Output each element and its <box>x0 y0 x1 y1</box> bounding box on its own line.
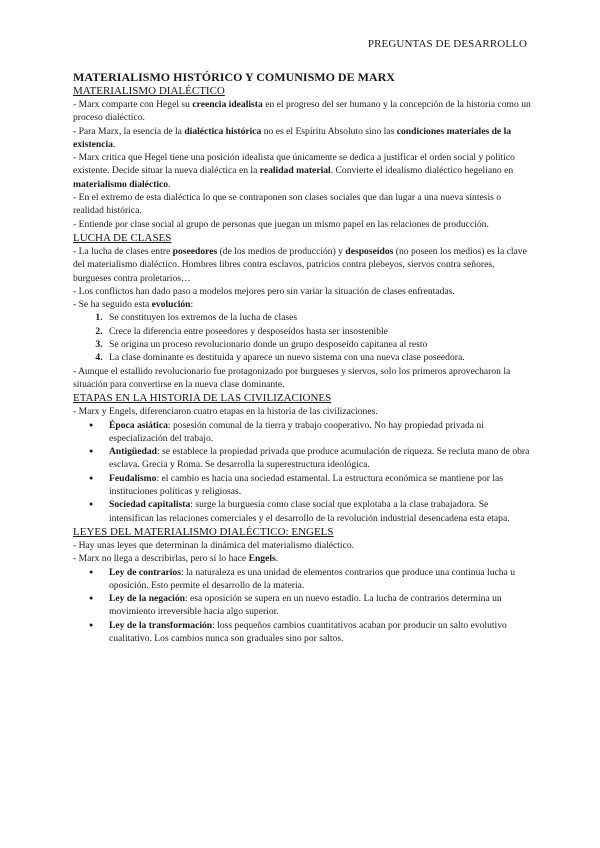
paragraph: - Marx critica que Hegel tiene una posición idealista que únicamente se dedica a justificar el orden social y político existente. Decide situar la nueva dialéctica en la realidad material. Convierte el idealismo dialéctico hegeliano en materialismo dialéctico. <box>73 152 515 190</box>
evolution-steps-list <box>73 311 533 364</box>
list-item: ● Ley de la transformación: loss pequeños cambios cuantitativos acaban por producir un salto evolutivo cualitativo. Los cambios nunca son graduales sino por saltos. <box>105 619 533 646</box>
section-heading-lucha-de-clases: LUCHA DE CLASES <box>73 231 172 244</box>
section-heading-etapas: ETAPAS EN LA HISTORIA DE LAS CIVILIZACIONES <box>73 392 332 405</box>
paragraph: - La lucha de clases entre poseedores (de los medios de producción) y desposeídos (no poseen los medios) es la clave del materialismo dialéctico. Hombres libres contra esclavos, patricios contra plebeyos, siervos contra señores, burgueses contra proletarios… <box>73 245 527 284</box>
section-heading-materialismo: MATERIALISMO DIALÉCTICO <box>73 85 225 97</box>
paragraph: - Marx y Engels, diferenciaron cuatro etapas en la historia de las civilizaciones. <box>73 406 378 418</box>
list-item: ● Época asiática: posesión comunal de la tierra y trabajo cooperativo. No hay propiedad privada ni especialización del trabajo. <box>105 419 533 446</box>
paragraph: - Hay unas leyes que determinan la dinámica del materialismo dialéctico. <box>73 539 355 551</box>
list-item: ● Antigüedad: se establece la propiedad privada que produce acumulación de riqueza. Se recluta mano de obra esclava. Grecia y Roma. Se desarrolla la superestructura ideológica. <box>105 445 533 472</box>
paragraph: - Para Marx, la esencia de la dialéctica histórica no es el Espíritu Absoluto sino las condiciones materiales de la existencia. <box>73 125 512 150</box>
paragraph: - Los conflictos han dado paso a modelos mejores pero sin variar la situación de clases enfrentadas. <box>73 285 455 297</box>
list-item: ● Feudalismo: el cambio es hacia una sociedad estamental. La estructura económica se mantiene por las instituciones políticas y religiosas. <box>105 472 533 499</box>
list-item: ● Ley de contrarios: la naturaleza es una unidad de elementos contrarios que produce una continua lucha u oposición. Esto permite el desarrollo de la materia. <box>105 566 533 593</box>
leyes-list <box>73 566 533 646</box>
list-item: 4. La clase dominante es destituida y aparece un nuevo sistema con una nueva clase poseedora. <box>105 351 533 364</box>
etapas-list <box>73 419 533 525</box>
section-heading-leyes: LEYES DEL MATERIALISMO DIALÉCTICO: ENGELS <box>73 525 334 538</box>
list-item: 2. Crece la diferencia entre poseedores y desposeídos hasta ser insostenible <box>105 325 533 338</box>
paragraph: - Entiende por clase social al grupo de personas que juegan un mismo papel en las relaciones de producción. <box>73 218 489 230</box>
paragraph: - Se ha seguido esta evolución: <box>73 299 194 311</box>
document-body <box>73 0 533 645</box>
page-header: PREGUNTAS DE DESARROLLO <box>367 38 527 50</box>
list-item: ● Ley de la negación: esa oposición se supera en un nuevo estadio. La lucha de contrarios determina un movimiento irreversible hacia algo superior. <box>105 592 533 619</box>
list-item: 3. Se origina un proceso revolucionario donde un grupo desposeído capitanea al resto <box>105 338 533 351</box>
paragraph: - Marx no llega a describirlas, pero sí lo hace Engels. <box>73 553 279 565</box>
list-item: 1. Se constituyen los extremos de la lucha de clases <box>105 311 533 324</box>
paragraph: - Marx comparte con Hegel su creencia idealista en el progreso del ser humano y la concepción de la historia como un proceso dialéctico. <box>73 99 531 124</box>
document-title: MATERIALISMO HISTÓRICO Y COMUNISMO DE MARX <box>73 70 395 84</box>
list-item: ● Sociedad capitalista: surge la burguesía como clase social que explotaba a la clase trabajadora. Se intensifican las relaciones comerciales y el desarrollo de la revolución industrial desencadena esta etapa. <box>105 498 533 525</box>
paragraph: - En el extremo de esta dialéctica lo que se contraponen son clases sociales que dan lugar a una nueva síntesis o realidad histórica. <box>73 192 502 217</box>
paragraph: - Aunque el estallido revolucionario fue protagonizado por burgueses y siervos, solo los primeros aprovecharon la situación para convertirse en la nueva clase dominante. <box>73 365 511 390</box>
